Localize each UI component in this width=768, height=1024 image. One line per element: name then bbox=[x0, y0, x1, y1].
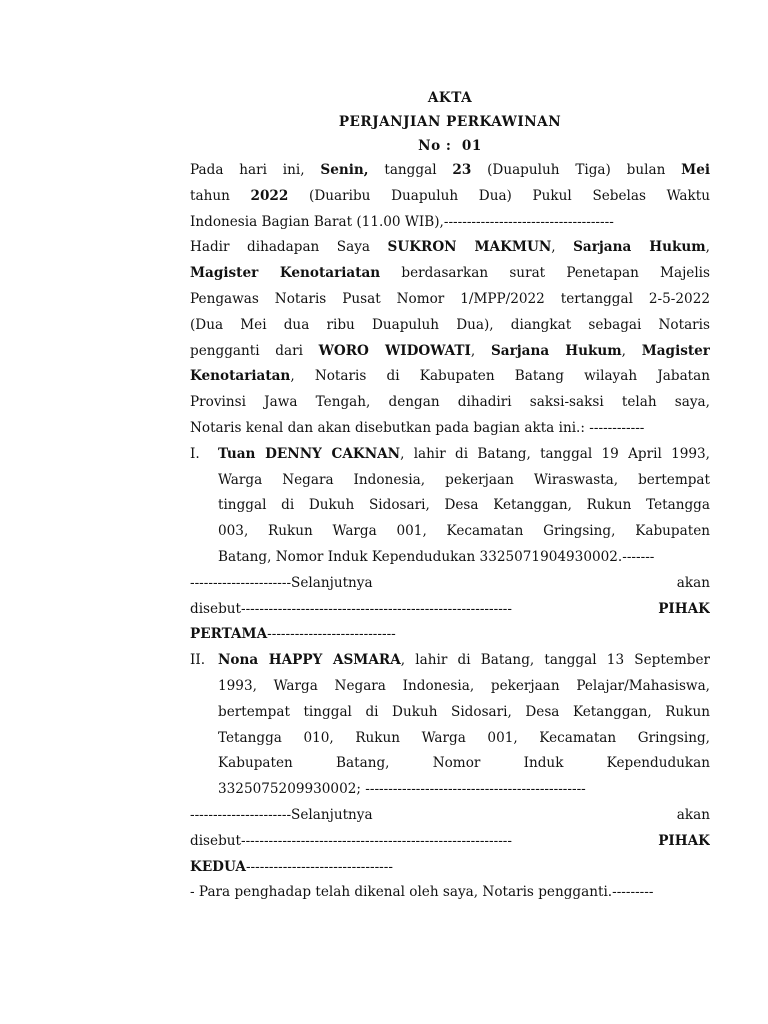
party-two-marker: II. bbox=[190, 652, 206, 669]
opening-line: pengganti dari WORO WIDOWATI, Sarjana Hukum, Magister bbox=[190, 342, 710, 359]
party-line: Nona HAPPY ASMARA, lahir di Batang, tanggal 13 September bbox=[218, 652, 710, 669]
party-line: Kabupaten Batang, Nomor Induk Kependudukan bbox=[218, 755, 710, 772]
opening-line: Notaris kenal dan akan disebutkan pada bagian akta ini.: ------------ bbox=[190, 419, 645, 436]
opening-line: tahun 2022 (Duaribu Duapuluh Dua) Pukul Sebelas Waktu bbox=[190, 187, 710, 204]
opening-line: Indonesia Bagian Barat (11.00 WIB),------------------------------------- bbox=[190, 213, 614, 230]
opening-line: Pada hari ini, Senin, tanggal 23 (Duapuluh Tiga) bulan Mei bbox=[190, 162, 710, 178]
party-line: disebut----------------------------------------------------------- PIHAK bbox=[190, 832, 710, 849]
party-line: Tetangga 010, Rukun Warga 001, Kecamatan Gringsing, bbox=[218, 729, 710, 746]
party-line: KEDUA-------------------------------- bbox=[190, 858, 393, 875]
deed-subtitle: PERJANJIAN PERKAWINAN bbox=[338, 114, 562, 130]
party-line: disebut----------------------------------------------------------- PIHAK bbox=[190, 600, 710, 617]
deed-title: AKTA bbox=[427, 90, 473, 106]
party-line: Tuan DENNY CAKNAN, lahir di Batang, tanggal 19 April 1993, bbox=[218, 445, 710, 462]
opening-line: Pengawas Notaris Pusat Nomor 1/MPP/2022 tertanggal 2-5-2022 bbox=[190, 290, 710, 307]
opening-line: Provinsi Jawa Tengah, dengan dihadiri saksi-saksi telah saya, bbox=[190, 394, 710, 411]
opening-paragraph bbox=[190, 158, 710, 442]
party-line: tinggal di Dukuh Sidosari, Desa Ketanggan, Rukun Tetangga bbox=[218, 497, 710, 514]
party-line: PERTAMA---------------------------- bbox=[190, 626, 396, 643]
party-line: ----------------------Selanjutnya akan bbox=[190, 574, 710, 591]
deed-number-label: No : bbox=[418, 138, 452, 154]
party-line: 3325075209930002; ------------------------------------------------ bbox=[218, 781, 586, 798]
opening-line: Kenotariatan, Notaris di Kabupaten Batang wilayah Jabatan bbox=[190, 368, 710, 385]
opening-line: (Dua Mei dua ribu Duapuluh Dua), diangkat sebagai Notaris bbox=[190, 316, 710, 333]
party-line: 1993, Warga Negara Indonesia, pekerjaan Pelajar/Mahasiswa, bbox=[218, 677, 710, 694]
opening-line: Hadir dihadapan Saya SUKRON MAKMUN, Sarjana Hukum, bbox=[190, 239, 710, 256]
party-line: Warga Negara Indonesia, pekerjaan Wiraswasta, bertempat bbox=[218, 471, 710, 488]
party-line: 003, Rukun Warga 001, Kecamatan Gringsing, Kabupaten bbox=[218, 523, 710, 540]
deed-page bbox=[190, 86, 710, 906]
party-line: ----------------------Selanjutnya akan bbox=[190, 806, 710, 823]
party-one bbox=[190, 442, 710, 648]
deed-number-value: 01 bbox=[461, 138, 482, 154]
party-two bbox=[190, 648, 710, 880]
closing-line: - Para penghadap telah dikenal oleh saya, Notaris pengganti.--------- bbox=[190, 884, 654, 901]
party-one-marker: I. bbox=[190, 445, 200, 462]
opening-line: Magister Kenotariatan berdasarkan surat Penetapan Majelis bbox=[190, 265, 710, 282]
party-line: Batang, Nomor Induk Kependudukan 3325071904930002.------- bbox=[218, 548, 655, 565]
deed-number bbox=[190, 134, 710, 158]
party-line: bertempat tinggal di Dukuh Sidosari, Desa Ketanggan, Rukun bbox=[218, 703, 710, 720]
